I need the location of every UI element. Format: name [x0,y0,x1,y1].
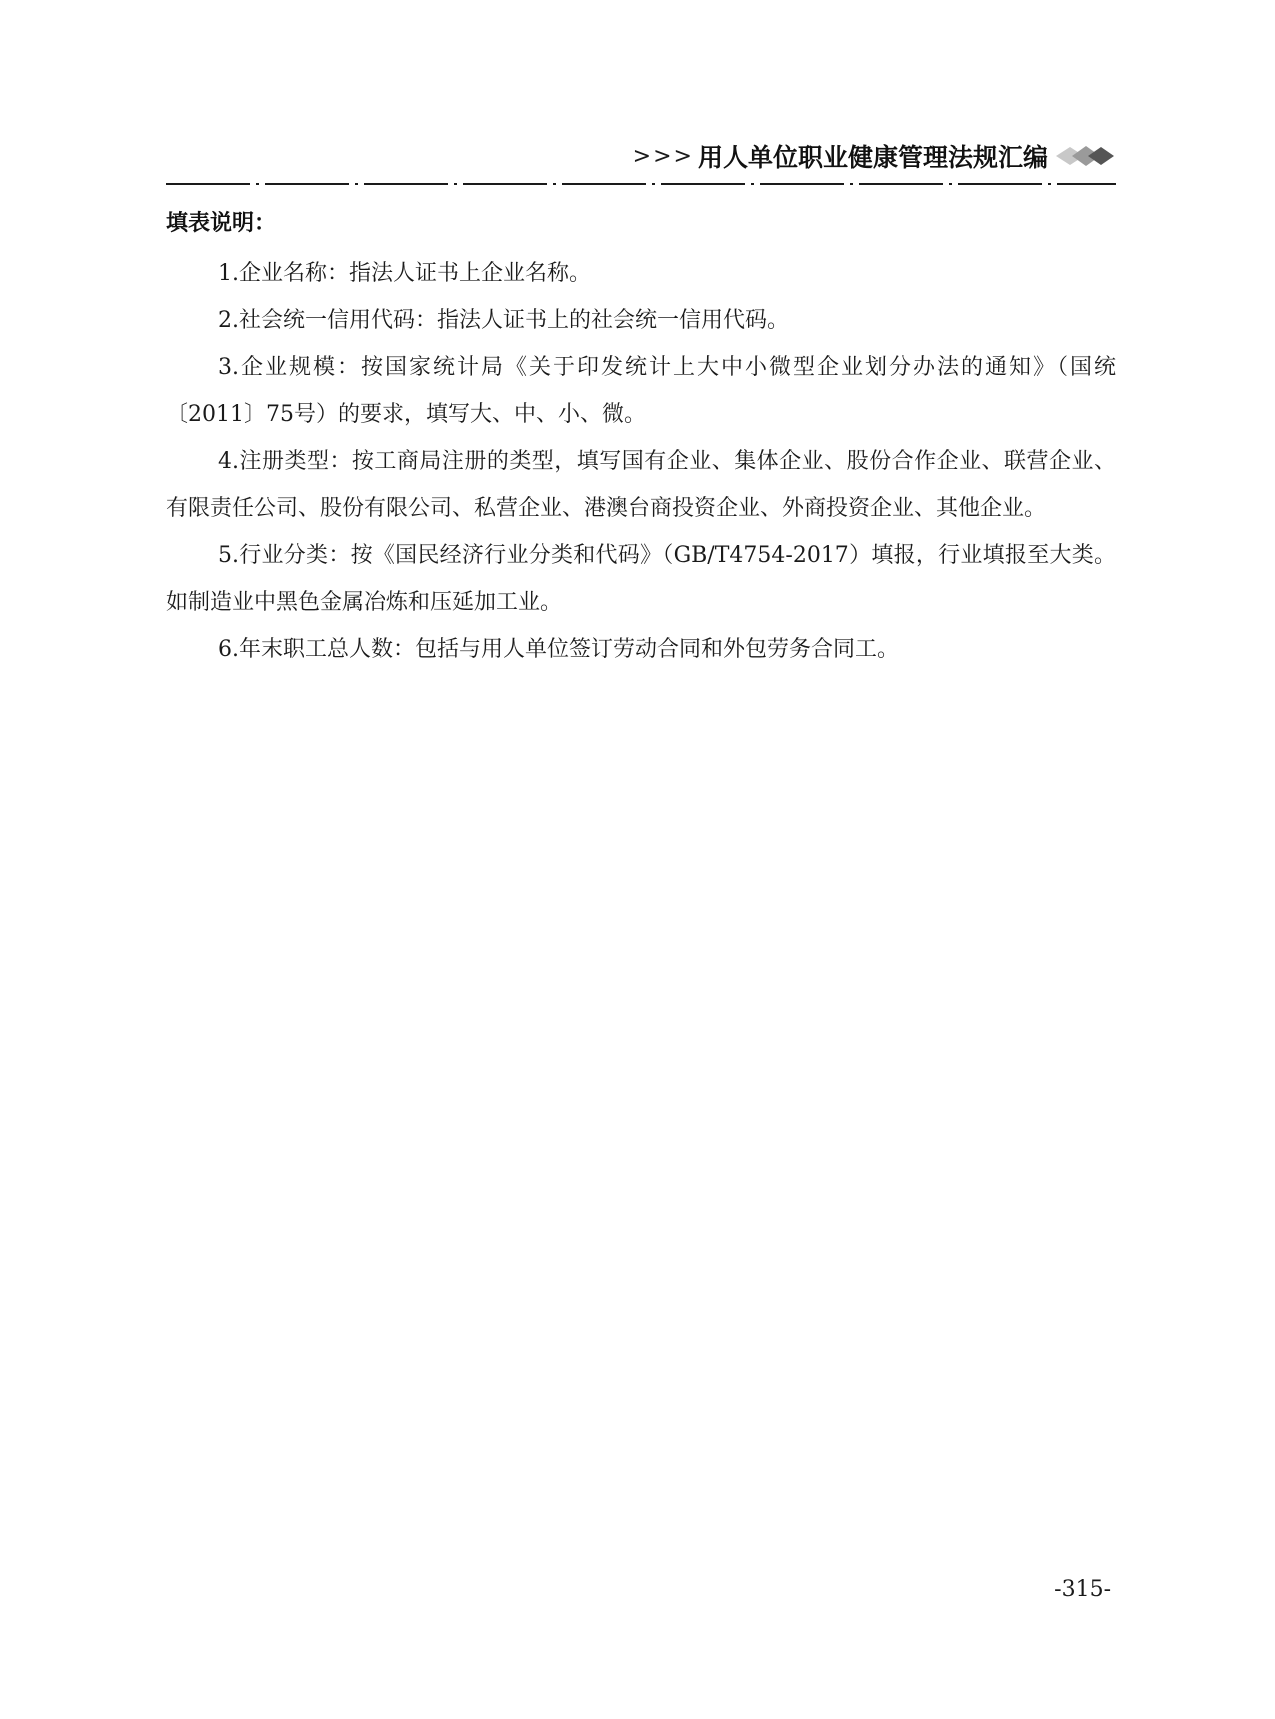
header-dashed-rule [166,182,1116,186]
instructions-body [166,250,1116,673]
section-heading: 填表说明： [166,211,277,236]
instruction-paragraph-3: 3.企业规模：按国家统计局《关于印发统计上大中小微型企业划分办法的通知》（国统〔2011〕75号）的要求，填写大、中、小、微。 [166,355,1116,427]
instruction-paragraph-4: 4.注册类型：按工商局注册的类型，填写国有企业、集体企业、股份合作企业、联营企业、有限责任公司、股份有限公司、私营企业、港澳台商投资企业、外商投资企业、其他企业。 [166,449,1116,521]
double-diamond-ornament-icon [1054,143,1116,169]
instruction-paragraph-5: 5.行业分类：按《国民经济行业分类和代码》（GB/T4754-2017）填报，行业填报至大类。如制造业中黑色金属冶炼和压延加工业。 [166,543,1116,615]
instruction-paragraph-2: 2.社会统一信用代码：指法人证书上的社会统一信用代码。 [218,308,789,333]
instruction-paragraph-6: 6.年末职工总人数：包括与用人单位签订劳动合同和外包劳务合同工。 [218,637,899,662]
header-chevrons: >>> [632,143,694,169]
instruction-paragraph-1: 1.企业名称：指法人证书上企业名称。 [218,261,591,286]
header-title-group [633,138,1116,174]
header-title: 用人单位职业健康管理法规汇编 [697,143,1048,172]
page-number: -315- [1054,1577,1111,1602]
running-header [166,138,1116,198]
